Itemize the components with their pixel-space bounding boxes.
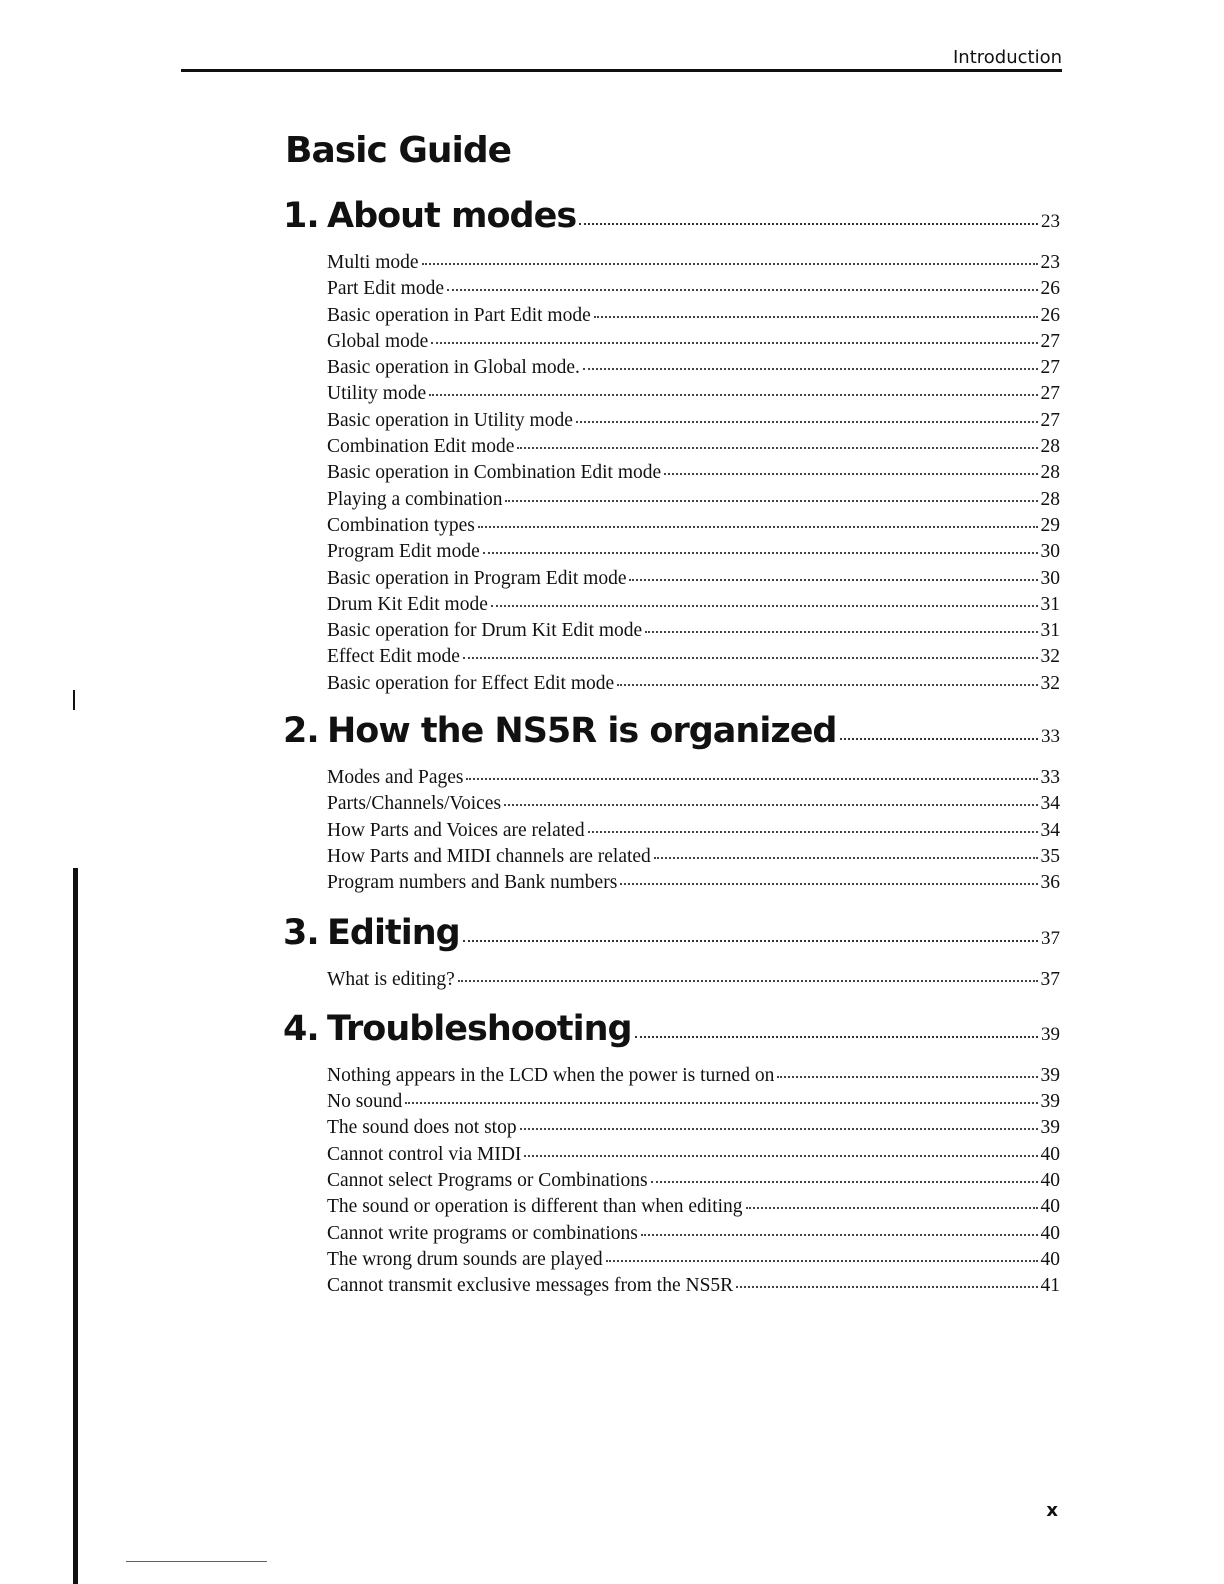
entry-page-number: 34: [1040, 819, 1060, 841]
dot-leader: [505, 500, 1037, 502]
toc-entry[interactable]: [327, 767, 1060, 793]
entry-label: How Parts and Voices are related: [327, 819, 585, 841]
toc-entry[interactable]: [327, 1223, 1060, 1249]
toc-entry[interactable]: [327, 872, 1060, 898]
section-page-number: 39: [1041, 1023, 1060, 1045]
entry-page-number: 32: [1040, 646, 1060, 668]
entry-label: Effect Edit mode: [327, 646, 460, 668]
dot-leader: [429, 394, 1037, 396]
section-number: 4.: [283, 1008, 319, 1049]
dot-leader: [583, 368, 1038, 370]
section-title: How the NS5R is organized: [327, 711, 837, 752]
entry-label: Drum Kit Edit mode: [327, 593, 488, 615]
dot-leader: [620, 883, 1037, 885]
dot-leader: [463, 657, 1038, 659]
entry-page-number: 29: [1040, 514, 1060, 536]
section-page-number: 23: [1041, 211, 1060, 232]
entry-label: Cannot control via MIDI: [327, 1143, 522, 1165]
toc-entry[interactable]: [327, 820, 1060, 846]
entry-label: Program numbers and Bank numbers: [327, 872, 618, 894]
dot-leader: [466, 778, 1037, 780]
dot-leader: [520, 1128, 1038, 1130]
entry-label: Basic operation for Effect Edit mode: [327, 672, 615, 694]
entry-page-number: 23: [1040, 252, 1060, 273]
toc-entry[interactable]: [327, 462, 1060, 488]
entry-label: Cannot write programs or combinations: [327, 1222, 638, 1244]
entry-page-number: 26: [1040, 278, 1060, 300]
toc-entry[interactable]: [327, 278, 1060, 304]
entry-page-number: 33: [1040, 767, 1060, 789]
section-gap: [283, 995, 1060, 1009]
dot-leader: [840, 738, 1039, 740]
page-title: Basic Guide: [285, 130, 512, 171]
toc-section: [283, 913, 1060, 1009]
section-heading[interactable]: [283, 196, 1060, 246]
toc-entry[interactable]: [327, 1249, 1060, 1275]
entry-label: Basic operation for Drum Kit Edit mode: [327, 620, 643, 642]
toc-entry[interactable]: [327, 1065, 1060, 1091]
section-page-number: 37: [1041, 927, 1060, 949]
toc-entry[interactable]: [327, 969, 1060, 995]
toc-section: [283, 1009, 1060, 1302]
entry-label: Part Edit mode: [327, 278, 444, 300]
toc-entry[interactable]: [327, 305, 1060, 331]
section-title: Editing: [327, 912, 460, 953]
entry-label: The sound does not stop: [327, 1117, 517, 1139]
entry-page-number: 39: [1040, 1117, 1060, 1139]
table-of-contents: [283, 196, 1060, 1302]
dot-leader: [641, 1234, 1038, 1236]
entry-page-number: 26: [1040, 304, 1060, 326]
toc-entry[interactable]: [327, 357, 1060, 383]
dot-leader: [483, 552, 1038, 554]
toc-entry[interactable]: [327, 793, 1060, 819]
dot-leader: [588, 831, 1038, 833]
entry-label: Utility mode: [327, 383, 427, 405]
section-heading[interactable]: [283, 711, 1060, 761]
entry-page-number: 40: [1040, 1170, 1060, 1192]
toc-entry[interactable]: [327, 410, 1060, 436]
entry-list: [327, 1065, 1060, 1302]
entry-page-number: 39: [1040, 1091, 1060, 1113]
entry-label: What is editing?: [327, 968, 455, 990]
dot-leader: [777, 1076, 1037, 1078]
entry-label: Basic operation in Utility mode: [327, 409, 573, 431]
entry-page-number: 28: [1040, 462, 1060, 484]
entry-page-number: 31: [1040, 593, 1060, 615]
entry-label: Combination Edit mode: [327, 436, 515, 458]
dot-leader: [491, 605, 1038, 607]
entry-label: The wrong drum sounds are played: [327, 1248, 603, 1270]
toc-entry[interactable]: [327, 1091, 1060, 1117]
entry-page-number: 28: [1040, 488, 1060, 510]
section-number: 3.: [283, 912, 319, 953]
entry-label: Basic operation in Combination Edit mode: [327, 462, 662, 484]
toc-entry[interactable]: [327, 568, 1060, 594]
dot-leader: [576, 421, 1038, 423]
header-rule: [181, 69, 1062, 72]
entry-page-number: 30: [1040, 541, 1060, 563]
entry-list: [327, 969, 1060, 995]
entry-label: Multi mode: [327, 252, 419, 273]
section-gap: [283, 699, 1060, 711]
entry-label: Nothing appears in the LCD when the power is turned on: [327, 1064, 775, 1086]
toc-entry[interactable]: [327, 1170, 1060, 1196]
entry-page-number: 28: [1040, 436, 1060, 458]
section-number: 1.: [283, 196, 319, 236]
toc-entry[interactable]: [327, 515, 1060, 541]
entry-page-number: 40: [1040, 1222, 1060, 1244]
dot-leader: [654, 857, 1038, 859]
toc-entry[interactable]: [327, 646, 1060, 672]
entry-page-number: 27: [1040, 383, 1060, 405]
entry-page-number: 36: [1040, 872, 1060, 894]
entry-list: [327, 252, 1060, 699]
toc-entry[interactable]: [327, 541, 1060, 567]
dot-leader: [517, 447, 1037, 449]
toc-section: [283, 711, 1060, 912]
dot-leader: [431, 342, 1037, 344]
toc-entry[interactable]: [327, 436, 1060, 462]
entry-label: Basic operation in Global mode.: [327, 357, 580, 379]
dot-leader: [422, 263, 1038, 265]
dot-leader: [606, 1260, 1038, 1262]
dot-leader: [579, 223, 1038, 225]
toc-entry[interactable]: [327, 620, 1060, 646]
toc-entry[interactable]: [327, 846, 1060, 872]
page-edge-line: [126, 1561, 267, 1562]
entry-page-number: 32: [1040, 672, 1060, 694]
section-title: About modes: [327, 196, 577, 236]
entry-label: Combination types: [327, 514, 475, 536]
dot-leader: [458, 980, 1038, 982]
entry-label: Modes and Pages: [327, 767, 464, 789]
toc-entry[interactable]: [327, 383, 1060, 409]
entry-page-number: 40: [1040, 1143, 1060, 1165]
entry-label: Playing a combination: [327, 488, 503, 510]
toc-entry[interactable]: [327, 673, 1060, 699]
dot-leader: [629, 579, 1037, 581]
toc-entry[interactable]: [327, 1196, 1060, 1222]
dot-leader: [664, 473, 1037, 475]
dot-leader: [463, 940, 1038, 942]
dot-leader: [617, 684, 1037, 686]
dot-leader: [405, 1102, 1037, 1104]
dot-leader: [736, 1286, 1037, 1288]
section-heading[interactable]: [283, 1009, 1060, 1059]
toc-entry[interactable]: [327, 1117, 1060, 1143]
entry-page-number: 30: [1040, 567, 1060, 589]
entry-label: Basic operation in Program Edit mode: [327, 567, 627, 589]
dot-leader: [504, 804, 1037, 806]
entry-label: Cannot transmit exclusive messages from the NS5R: [327, 1275, 734, 1297]
entry-label: Basic operation in Part Edit mode: [327, 304, 591, 326]
entry-page-number: 27: [1040, 409, 1060, 431]
entry-label: How Parts and MIDI channels are related: [327, 845, 651, 867]
toc-entry[interactable]: [327, 331, 1060, 357]
dot-leader: [524, 1155, 1037, 1157]
entry-label: Global mode: [327, 330, 429, 352]
entry-page-number: 41: [1040, 1275, 1060, 1297]
section-heading[interactable]: [283, 913, 1060, 963]
toc-entry[interactable]: [327, 252, 1060, 278]
entry-page-number: 27: [1040, 357, 1060, 379]
entry-page-number: 40: [1040, 1196, 1060, 1218]
entry-page-number: 35: [1040, 845, 1060, 867]
entry-page-number: 31: [1040, 620, 1060, 642]
toc-entry[interactable]: [327, 489, 1060, 515]
dot-leader: [635, 1036, 1038, 1038]
dot-leader: [447, 289, 1038, 291]
dot-leader: [645, 631, 1037, 633]
dot-leader: [651, 1181, 1038, 1183]
entry-label: Cannot select Programs or Combinations: [327, 1170, 648, 1192]
entry-page-number: 39: [1040, 1064, 1060, 1086]
entry-list: [327, 767, 1060, 898]
entry-label: Parts/Channels/Voices: [327, 793, 502, 815]
entry-page-number: 40: [1040, 1248, 1060, 1270]
dot-leader: [478, 526, 1038, 528]
section-number: 2.: [283, 711, 319, 752]
toc-entry[interactable]: [327, 1275, 1060, 1301]
margin-bar-long: [73, 868, 78, 1584]
entry-label: No sound: [327, 1091, 403, 1113]
dot-leader: [746, 1207, 1038, 1209]
entry-label: The sound or operation is different than when editing: [327, 1196, 743, 1218]
header-label: Introduction: [952, 47, 1062, 68]
toc-section: [283, 196, 1060, 711]
dot-leader: [594, 316, 1038, 318]
entry-page-number: 27: [1040, 330, 1060, 352]
margin-bar-short: [73, 690, 75, 710]
page-number: x: [1046, 1500, 1058, 1521]
entry-page-number: 34: [1040, 793, 1060, 815]
section-title: Troubleshooting: [327, 1008, 632, 1049]
section-gap: [283, 899, 1060, 913]
entry-label: Program Edit mode: [327, 541, 480, 563]
section-page-number: 33: [1041, 726, 1060, 748]
toc-entry[interactable]: [327, 594, 1060, 620]
toc-entry[interactable]: [327, 1144, 1060, 1170]
entry-page-number: 37: [1040, 968, 1060, 990]
